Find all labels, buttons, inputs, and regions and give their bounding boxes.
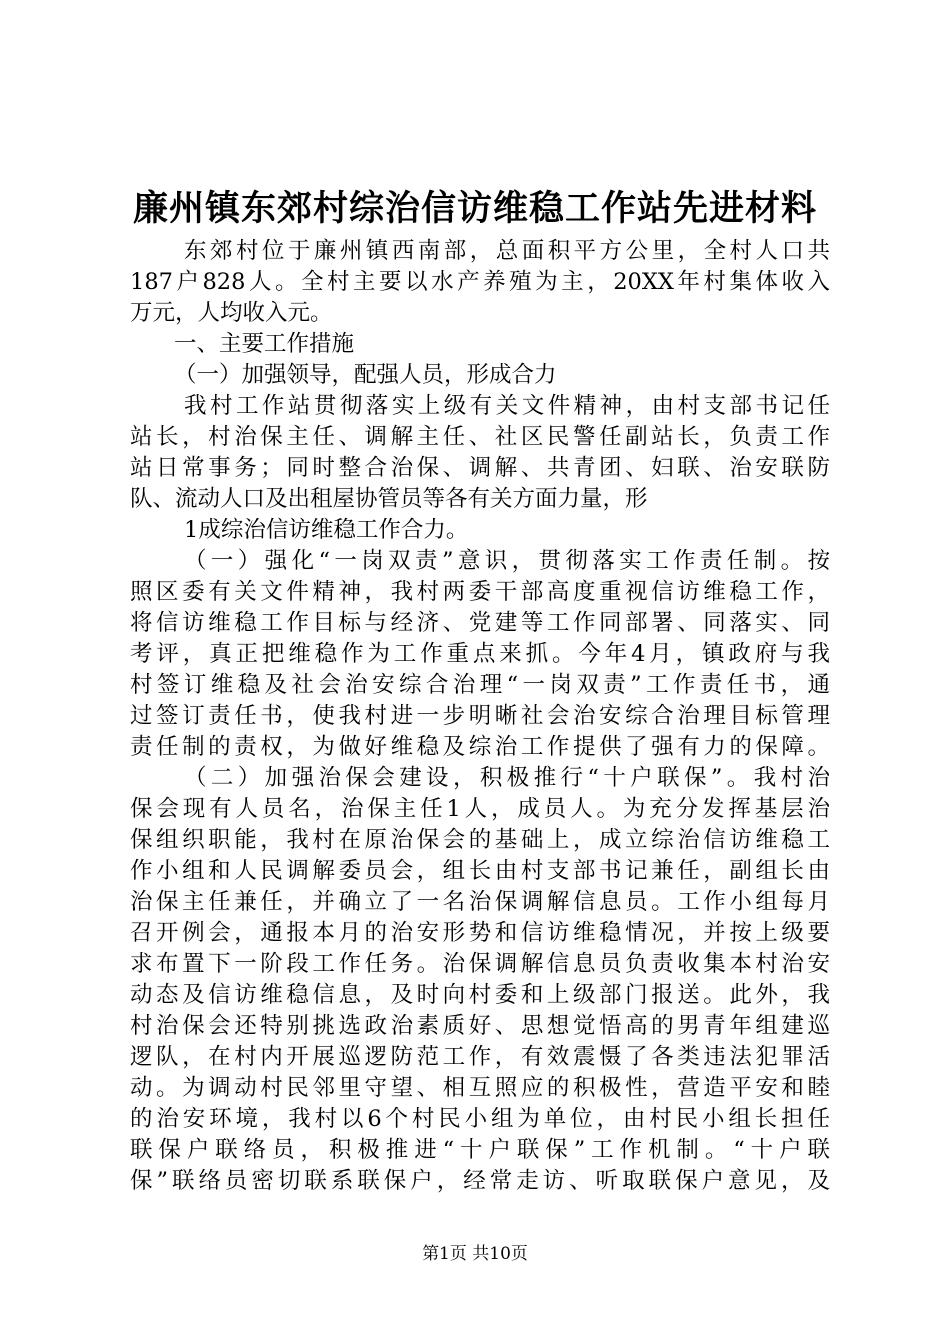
body-line: 求布置下一阶段工作任务。治保调解信息员负责收集本村治安 [130,951,830,977]
body-line: （二）加强治保会建设，积极推行“十户联保”。我村治 [184,765,830,791]
document-title: 廉州镇东郊村综治信访维稳工作站先进材料 [132,188,817,229]
body-line: （一）强化“一岗双责”意识，贯彻落实工作责任制。按 [184,548,830,574]
body-line: 村签订维稳及社会治安综合治理“一岗双责”工作责任书，通 [130,672,830,698]
body-line: 将信访维稳工作目标与经济、党建等工作同部署、同落实、同 [130,610,830,636]
body-line: 站长，村治保主任、调解主任、社区民警任副站长，负责工作 [130,424,830,450]
body-line: 召开例会，通报本月的治安形势和信访维稳情况，并按上级要 [130,920,830,946]
body-line: 动态及信访维稳信息，及时向村委和上级部门报送。此外，我 [130,982,830,1008]
body-line: 治保主任兼任，并确立了一名治保调解信息员。工作小组每月 [130,889,830,915]
body-line: 的治安环境，我村以6个村民小组为单位，由村民小组长担任 [130,1106,830,1132]
page-footer: 第1页 共10页 [422,1244,528,1264]
body-line: 东郊村位于廉州镇西南部，总面积平方公里，全村人口共 [184,238,830,264]
body-line: 1成综治信访维稳工作合力。 [184,517,469,543]
body-line: 责任制的责权，为做好维稳及综治工作提供了强有力的保障。 [130,734,830,760]
body-line: 村治保会还特别挑选政治素质好、思想觉悟高的男青年组建巡 [130,1013,830,1039]
document-body [130,236,830,1197]
body-line: 万元，人均收入元。 [130,300,333,326]
body-line: 保组织职能，我村在原治保会的基础上，成立综治信访维稳工 [130,827,830,853]
body-line: 站日常事务；同时整合治保、调解、共青团、妇联、治安联防 [130,455,830,481]
body-line: 联保户联络员，积极推进“十户联保”工作机制。“十户联 [130,1137,830,1163]
body-line: 我村工作站贯彻落实上级有关文件精神，由村支部书记任 [184,393,830,419]
body-line: 一、主要工作措施 [174,331,355,357]
body-line: 照区委有关文件精神，我村两委干部高度重视信访维稳工作， [130,579,830,605]
body-line: （一）加强领导，配强人员，形成合力 [174,362,557,388]
body-line: 保会现有人员名，治保主任1人，成员人。为充分发挥基层治 [130,796,830,822]
body-line: 队、流动人口及出租屋协管员等各有关方面力量，形 [130,486,648,512]
body-line: 考评，真正把维稳作为工作重点来抓。今年4月，镇政府与我 [130,641,830,667]
body-line: 过签订责任书，使我村进一步明晰社会治安综合治理目标管理 [130,703,830,729]
body-line: 逻队，在村内开展巡逻防范工作，有效震慑了各类违法犯罪活 [130,1044,830,1070]
body-line: 187户828人。全村主要以水产养殖为主，20XX年村集体收入 [130,269,830,295]
body-line: 作小组和人民调解委员会，组长由村支部书记兼任，副组长由 [130,858,830,884]
body-line: 保”联络员密切联系联保户，经常走访、听取联保户意见，及 [130,1168,830,1194]
body-line: 动。为调动村民邻里守望、相互照应的积极性，营造平安和睦 [130,1075,830,1101]
